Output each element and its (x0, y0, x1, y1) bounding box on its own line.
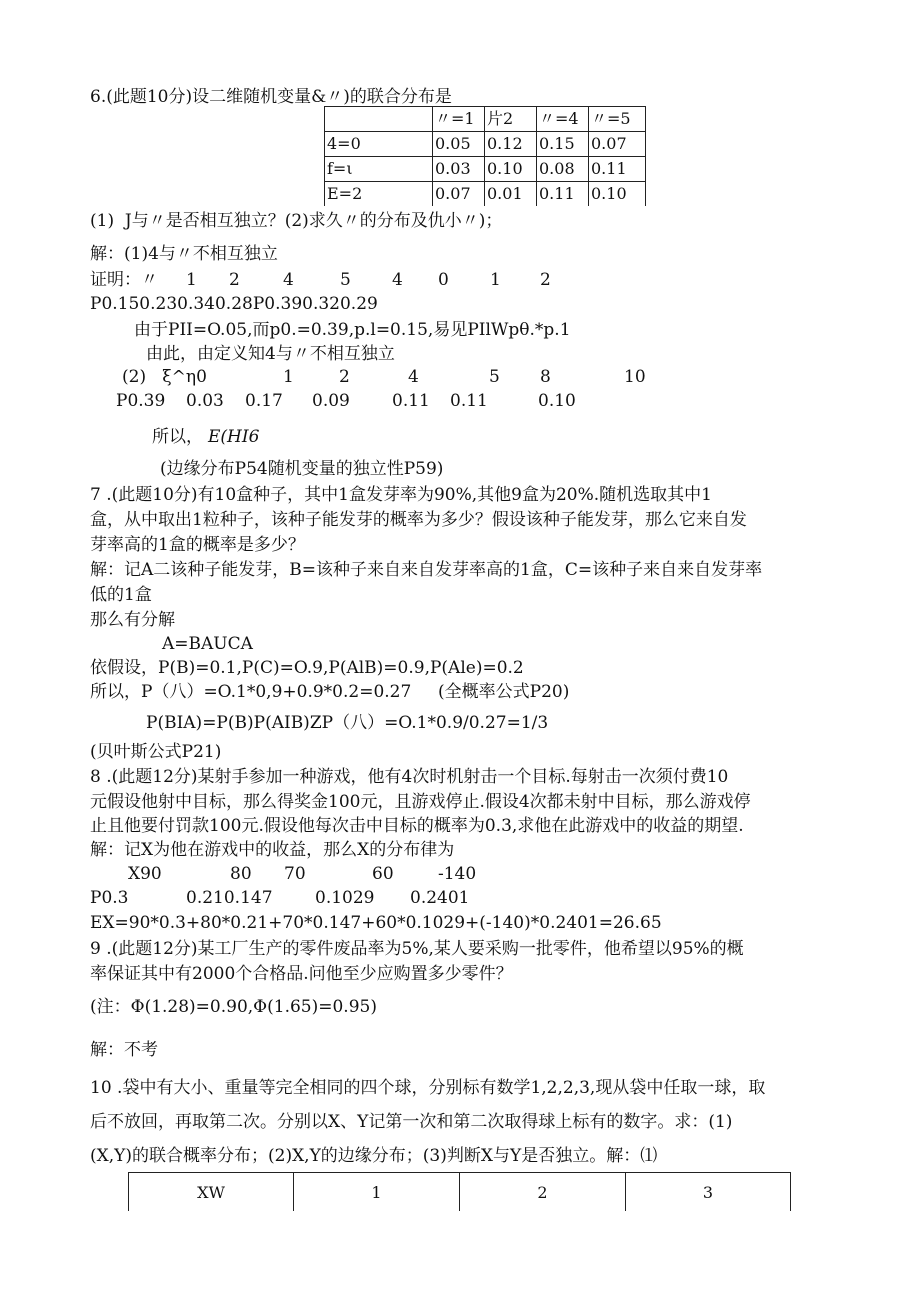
part2-prob: 0.17 (245, 391, 283, 411)
table-cell: 1 (294, 1173, 460, 1212)
part2-prob: 0.11 (392, 391, 430, 411)
table-cell: E=2 (325, 182, 433, 207)
table-cell: 0.01 (485, 182, 537, 207)
proof-value: 5 (340, 270, 351, 290)
q7-solution-line1: 解：记A二该种子能发芽，B=该种子来自来自发芽率高的1盒，C=该种子来自来自发芽率 (90, 560, 763, 580)
proof-value: 4 (392, 270, 403, 290)
q6-so-label: 所以， (152, 427, 203, 447)
q8-solution: 解：记X为他在游戏中的收益，那么X的分布律为 (90, 840, 455, 860)
part2-value: 5 (489, 367, 500, 387)
q9-note: (注：Φ(1.28)=0.90,Φ(1.65)=0.95) (90, 997, 377, 1017)
table-cell: 2 (460, 1173, 626, 1212)
q10-line3: (X,Y)的联合概率分布；(2)X,Y的边缘分布；(3)判断X与Y是否独立。解：⑴ (90, 1146, 658, 1166)
q8-line3: 止且他要付罚款100元.假设他每次击中目标的概率为0.3,求他在此游戏中的收益的期望. (90, 816, 744, 836)
q7-line3: 芽率高的1盒的概率是多少？ (90, 535, 305, 555)
table-cell: 〃=5 (589, 107, 646, 132)
part2-prob: 0.10 (538, 391, 576, 411)
q8-expectation: EX=90*0.3+80*0.21+70*0.147+60*0.1029+(-140)*0.2401=26.65 (90, 913, 662, 933)
q7-solution-line2: 低的1盒 (90, 585, 152, 605)
proof-value: 2 (540, 270, 551, 290)
q7-line2: 盒，从中取出1粒种子，该种子能发芽的概率为多少？假设该种子能发芽，那么它来自发 (90, 510, 747, 530)
joint-distribution-table (324, 106, 646, 206)
q9-line2: 率保证其中有2000个合格品.问他至少应购置多少零件？ (90, 964, 513, 984)
table-row (325, 107, 646, 132)
proof-value: 1 (186, 270, 197, 290)
table-cell: 3 (626, 1173, 791, 1212)
table-cell: 0.11 (537, 182, 589, 207)
table-cell: 0.07 (589, 132, 646, 157)
q6-proof-label: 证明：〃 (90, 270, 158, 290)
q8-x-value: 80 (230, 864, 252, 884)
q6-probability-line: P0.150.230.340.28P0.390.320.29 (90, 294, 378, 314)
q7-total-prob: 所以，P（八）=O.1*0,9+0.9*0.2=0.27 (90, 682, 412, 702)
q7-decomposition-eq: A=BAUCA (162, 634, 253, 654)
table-cell: 0.11 (589, 157, 646, 182)
table-cell: 片2 (485, 107, 537, 132)
table-row (325, 157, 646, 182)
q9-line1: 9 .(此题12分)某工厂生产的零件废品率为5%,某人要采购一批零件，他希望以95%的概 (90, 939, 744, 959)
proof-value: 2 (229, 270, 240, 290)
q6-so-expression: E(HI6 (208, 427, 260, 447)
q9-solution: 解：不考 (90, 1040, 158, 1060)
proof-value: 1 (490, 270, 501, 290)
part2-value: 1 (283, 367, 294, 387)
q10-distribution-table (128, 1172, 791, 1211)
q6-solution-part1: 解：(1)4与〃不相互独立 (90, 244, 278, 264)
part2-value: 2 (339, 367, 350, 387)
table-cell: 0.10 (589, 182, 646, 207)
q7-bayes-ref: (贝叶斯公式P21) (90, 742, 222, 762)
q8-p-value: P0.3 (90, 888, 129, 908)
q7-total-prob-ref: (全概率公式P20) (438, 682, 570, 702)
q6-question: (1) J与〃是否相互独立？(2)求久〃的分布及仇小〃)； (90, 211, 503, 231)
q6-since-line: 由于PII=O.05,而p0.=0.39,p.l=0.15,易见PIlWpθ.*p.1 (134, 320, 571, 340)
q8-p-value: 0.210.147 (186, 888, 273, 908)
q7-decomposition-label: 那么有分解 (90, 610, 175, 630)
part2-value: 4 (408, 367, 419, 387)
table-cell: 0.08 (537, 157, 589, 182)
proof-value: 0 (438, 270, 449, 290)
q8-line1: 8 .(此题12分)某射手参加一种游戏，他有4次时机射击一个目标.每射击一次须付费10 (90, 767, 729, 787)
part2-prob: 0.11 (450, 391, 488, 411)
q8-p-value: 0.2401 (410, 888, 470, 908)
part2-prob: P0.39 (116, 391, 166, 411)
q8-line2: 元假设他射中目标，那么得奖金100元，且游戏停止.假设4次都未射中目标，那么游戏停 (90, 792, 751, 812)
table-cell: 0.05 (433, 132, 485, 157)
table-row (129, 1173, 791, 1212)
table-cell: 0.07 (433, 182, 485, 207)
table-cell: 〃=4 (537, 107, 589, 132)
table-cell: 0.03 (433, 157, 485, 182)
table-cell: 〃=1 (433, 107, 485, 132)
q6-conclusion-line: 由此，由定义知4与〃不相互独立 (146, 344, 395, 364)
part2-value: 10 (624, 367, 646, 387)
q6-title: 6.(此题10分)设二维随机变量&〃)的联合分布是 (90, 87, 452, 107)
part2-prob: 0.03 (186, 391, 224, 411)
q8-x-value: -140 (438, 864, 477, 884)
q10-line2: 后不放回，再取第二次。分别以X、Y记第一次和第二次取得球上标有的数字。求：(1) (90, 1112, 733, 1132)
table-row (325, 132, 646, 157)
table-cell: 0.12 (485, 132, 537, 157)
q7-given: 依假设，P(B)=0.1,P(C)=O.9,P(AlB)=0.9,P(Ale)=0.2 (90, 658, 524, 678)
proof-value: 4 (283, 270, 294, 290)
q10-line1: 10 .袋中有大小、重量等完全相同的四个球，分别标有数学1,2,2,3,现从袋中任取一球，取 (90, 1078, 766, 1098)
table-cell: f=ι (325, 157, 433, 182)
q7-bayes-eq: P(BIA)=P(B)P(AIB)ZP（八）=O.1*0.9/0.27=1/3 (146, 713, 549, 733)
q8-x-value: 70 (284, 864, 306, 884)
q8-x-value: 60 (372, 864, 394, 884)
q7-line1: 7 .(此题10分)有10盒种子，其中1盒发芽率为90%,其他9盒为20%.随机选取其中1 (90, 485, 712, 505)
q6-part2-label: (2) ξ^η0 (122, 367, 207, 387)
q6-reference: (边缘分布P54随机变量的独立性P59) (160, 459, 444, 479)
table-cell: 4=0 (325, 132, 433, 157)
q8-p-value: 0.1029 (315, 888, 375, 908)
table-cell: XW (129, 1173, 294, 1212)
q8-x-value: X90 (128, 864, 162, 884)
table-row (325, 182, 646, 207)
table-cell: 0.10 (485, 157, 537, 182)
table-cell: 0.15 (537, 132, 589, 157)
part2-prob: 0.09 (312, 391, 350, 411)
table-cell (325, 107, 433, 132)
part2-value: 8 (540, 367, 551, 387)
